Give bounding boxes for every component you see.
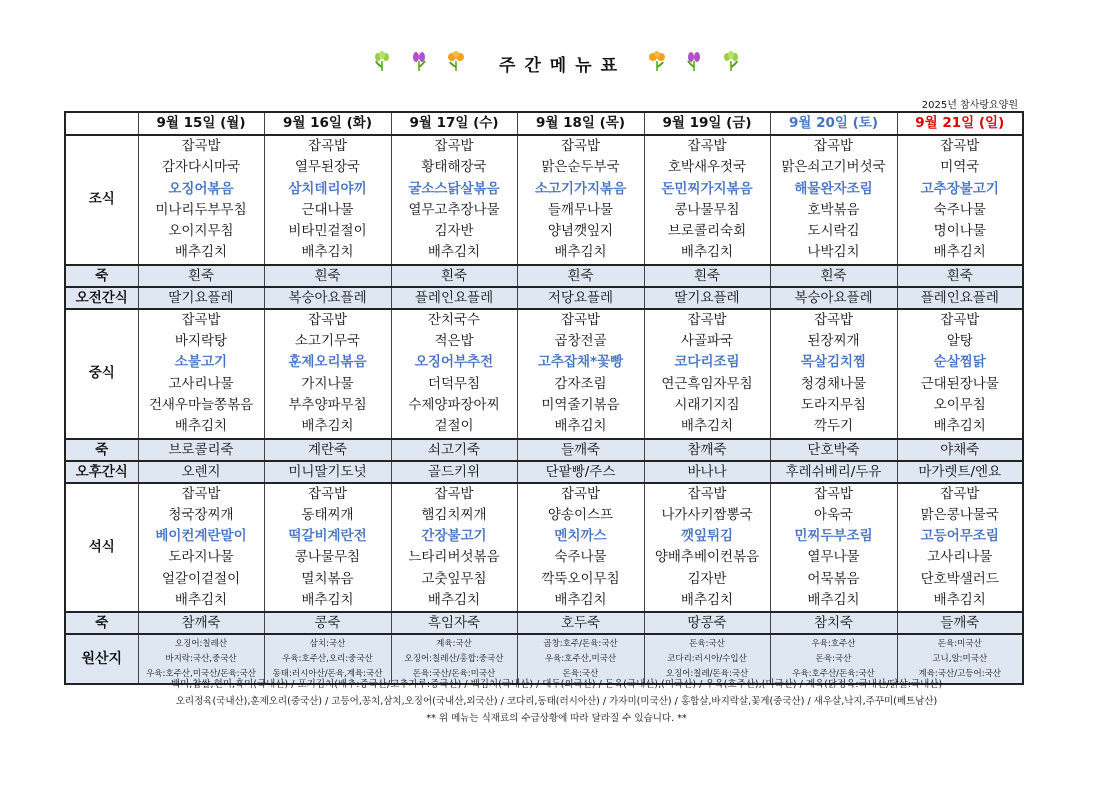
origin-entry: 돈육:국산 (815, 653, 852, 664)
row-label-dinner: 석식 (65, 483, 138, 613)
menu-item: 잡곡밥 (307, 485, 348, 502)
origin-entry: 돈육:미국산 (937, 638, 982, 649)
row-label-lunch: 중식 (65, 309, 138, 439)
menu-item: 미나리두부무침 (155, 201, 247, 218)
header-row (65, 112, 1023, 135)
menu-item: 잡곡밥 (560, 485, 601, 502)
lunch_porridge-cell: 브로콜리죽 (138, 439, 264, 461)
main-dish: 해물완자조림 (794, 180, 873, 197)
am_snack-cell: 플레인요플레 (391, 287, 517, 309)
menu-item: 근대된장나물 (920, 375, 999, 392)
breakfast_porridge-cell: 흰죽 (138, 265, 264, 287)
pm_snack-cell: 후레쉬베리/두유 (770, 461, 897, 483)
origin-entry: 계육:국산/고등어:국산 (918, 668, 1001, 679)
menu-item: 맑은순두부국 (541, 159, 620, 176)
menu-item: 잡곡밥 (940, 138, 980, 154)
pm_snack-cell: 단팥빵/주스 (517, 461, 644, 483)
menu-item: 가지나물 (301, 375, 354, 392)
footer-notes (0, 676, 1113, 727)
menu-item: 적은밥 (434, 333, 474, 350)
corner-cell (65, 112, 138, 135)
menu-item: 아욱국 (813, 506, 854, 523)
pm_snack-cell: 바나나 (644, 461, 770, 483)
menu-item: 양배추베이컨볶음 (654, 549, 760, 566)
green-flower-icon (373, 50, 391, 76)
breakfast-porridge-row (65, 265, 1023, 287)
menu-item: 배추김치 (301, 592, 354, 609)
day-header: 9월 18일 (목) (517, 112, 644, 135)
origin-entry: 곱창:호주/돈육:국산 (543, 638, 618, 649)
menu-item: 고춧잎무침 (421, 570, 487, 587)
breakfast_porridge-cell: 흰죽 (391, 265, 517, 287)
purple-flower-icon (410, 50, 428, 76)
menu-item: 소고기무국 (294, 333, 361, 350)
purple-flower-icon (685, 50, 703, 76)
lunch_porridge-cell: 단호박죽 (770, 439, 897, 461)
menu-item: 감자다시마국 (161, 159, 241, 176)
menu-item: 배추김치 (174, 592, 228, 609)
main-dish: 민찌두부조림 (794, 528, 873, 545)
menu-item: 양송이스프 (547, 506, 614, 523)
dinner-cell (517, 483, 644, 613)
row-label-porridge: 죽 (65, 612, 138, 634)
dinner_porridge-cell: 땅콩죽 (644, 612, 770, 634)
menu-item: 시래기지짐 (674, 396, 740, 413)
footer-line: 오리정육(국내산),훈제오리(중국산) / 고등어,꽁치,삼치,오징어(국내산,외국산) / 코다리,동태(러시아산) / 가자미(미국산) / 홍합살,바지락살,꽃게(중국산) / 새우살,낙지,주꾸미(베트남산) (175, 696, 938, 707)
breakfast_porridge-cell: 흰죽 (897, 265, 1023, 287)
day-header: 9월 15일 (월) (138, 112, 264, 135)
row-label-breakfast: 조식 (65, 135, 138, 265)
menu-item: 잡곡밥 (434, 485, 474, 502)
dinner-cell (264, 483, 391, 613)
menu-item: 수제양파장아찌 (408, 396, 500, 413)
menu-item: 명이나물 (933, 223, 986, 240)
menu-item: 황태해장국 (421, 159, 487, 176)
main-dish: 순살찜닭 (933, 354, 986, 371)
menu-item: 청국장찌개 (168, 506, 234, 523)
origin-entry: 돈육:국산/돈육:미국산 (412, 668, 496, 679)
orange-flower-icon (648, 50, 666, 76)
main-dish: 깻잎튀김 (680, 528, 734, 545)
breakfast-cell (391, 135, 517, 265)
main-dish: 베이컨계란말이 (155, 528, 247, 545)
menu-item: 잡곡밥 (560, 138, 601, 154)
menu-item: 잡곡밥 (181, 485, 221, 502)
menu-item: 된장찌개 (807, 333, 860, 350)
dinner-cell (138, 483, 264, 613)
menu-item: 건새우마늘쫑볶음 (148, 396, 254, 413)
menu-item: 호박볶음 (807, 201, 860, 218)
menu-item: 청경채나물 (800, 375, 867, 392)
main-dish: 간장불고기 (421, 528, 487, 545)
main-dish: 고추장불고기 (920, 180, 999, 197)
breakfast-cell (138, 135, 264, 265)
menu-item: 나가사키짬뽕국 (661, 506, 753, 523)
main-dish: 코다리조림 (674, 354, 740, 371)
lunch_porridge-cell: 쇠고기죽 (391, 439, 517, 461)
lunch-cell (138, 309, 264, 439)
organization-name: 2025년 참사랑요양원 (921, 100, 1018, 111)
dinner-cell (391, 483, 517, 613)
origin-entry: 오징어:칠레산/홍합:중국산 (404, 653, 504, 664)
menu-item: 배추김치 (680, 592, 734, 609)
menu-item: 배추김치 (554, 244, 607, 261)
main-dish: 삼치데리야끼 (288, 180, 367, 197)
day-header: 9월 19일 (금) (644, 112, 770, 135)
origin-entry: 우육:호주산,미국산/돈육:국산 (146, 668, 256, 679)
origin-entry: 오징어:칠레산 (174, 638, 228, 649)
menu-item: 잡곡밥 (181, 311, 221, 328)
am_snack-cell: 저당요플레 (517, 287, 644, 309)
origin-entry: 오징어:칠레/돈육:국산 (665, 668, 749, 679)
am_snack-cell: 딸기요플레 (644, 287, 770, 309)
menu-item: 배추김치 (554, 592, 607, 609)
main-dish: 돈민찌가지볶음 (661, 180, 753, 197)
row-label-am-snack: 오전간식 (65, 287, 138, 309)
menu-item: 배추김치 (933, 592, 986, 609)
menu-item: 부추양파무침 (288, 396, 367, 413)
menu-item: 어묵볶음 (807, 570, 860, 587)
lunch-cell (391, 309, 517, 439)
menu-item: 배추김치 (680, 418, 734, 435)
menu-item: 도라지나물 (168, 549, 234, 566)
menu-item: 잡곡밥 (307, 138, 348, 154)
am_snack-cell: 복숭아요플레 (770, 287, 897, 309)
menu-item: 동태찌개 (301, 506, 354, 523)
menu-item: 배추김치 (680, 244, 734, 261)
row-label-porridge: 죽 (65, 439, 138, 461)
lunch-cell (770, 309, 897, 439)
lunch-cell (264, 309, 391, 439)
menu-item: 잡곡밥 (813, 485, 854, 502)
breakfast-cell (517, 135, 644, 265)
menu-item: 미역국 (940, 159, 980, 176)
main-dish: 멘치까스 (554, 528, 607, 545)
menu-item: 맑은쇠고기버섯국 (781, 159, 886, 176)
menu-item: 멸치볶음 (301, 570, 354, 587)
pm_snack-cell: 오렌지 (138, 461, 264, 483)
menu-item: 배추김치 (807, 592, 860, 609)
breakfast-row (65, 135, 1023, 265)
breakfast-cell (264, 135, 391, 265)
menu-item: 도시락김 (807, 223, 860, 240)
menu-item: 비타민겉절이 (288, 223, 367, 240)
menu-item: 잡곡밥 (940, 311, 980, 328)
dinner-cell (770, 483, 897, 613)
menu-item: 사골파국 (680, 333, 734, 350)
menu-item: 고사리나물 (927, 549, 993, 566)
menu-item: 열무고추장나물 (408, 201, 500, 218)
orange-flower-icon (447, 50, 465, 76)
origin-entry: 삼치:국산 (309, 638, 346, 649)
lunch_porridge-cell: 야채죽 (897, 439, 1023, 461)
menu-item: 배추김치 (427, 592, 481, 609)
breakfast_porridge-cell: 흰죽 (517, 265, 644, 287)
dinner_porridge-cell: 들깨죽 (897, 612, 1023, 634)
day-header: 9월 16일 (화) (264, 112, 391, 135)
lunch-cell (644, 309, 770, 439)
origin-entry: 돈육:국산 (562, 668, 599, 679)
pm_snack-cell: 골드키위 (391, 461, 517, 483)
main-dish: 소고기가지볶음 (534, 180, 627, 197)
menu-item: 감자조림 (554, 375, 607, 392)
origin-entry: 우육:호주산 (811, 638, 856, 649)
menu-item: 콩나물무침 (294, 549, 361, 566)
menu-item: 김자반 (434, 223, 474, 240)
breakfast-cell (770, 135, 897, 265)
main-dish: 고추잡채*꽃빵 (537, 354, 624, 371)
menu-item: 콩나물무침 (674, 201, 740, 218)
menu-item: 배추김치 (933, 244, 986, 261)
menu-item: 양념깻잎지 (547, 223, 614, 240)
menu-item: 도라지무침 (800, 396, 867, 413)
menu-item: 호박새우젓국 (667, 159, 747, 176)
menu-item: 깍두기 (813, 418, 854, 435)
menu-item: 미역줄기볶음 (541, 396, 620, 413)
menu-item: 나박김치 (807, 244, 860, 261)
main-dish: 고등어무조림 (920, 528, 999, 545)
menu-item: 배추김치 (933, 418, 986, 435)
dinner-cell (897, 483, 1023, 613)
menu-item: 더덕무침 (427, 375, 481, 392)
menu-item: 곱창전골 (554, 333, 607, 350)
menu-item: 고사리나물 (168, 375, 234, 392)
menu-item: 잡곡밥 (181, 138, 221, 154)
menu-item: 배추김치 (427, 244, 481, 261)
menu-item: 맑은콩나물국 (920, 506, 999, 523)
main-dish: 떡갈비계란전 (288, 528, 367, 545)
origin-entry: 계육:국산 (436, 638, 472, 649)
lunch-cell (517, 309, 644, 439)
menu-item: 열무된장국 (294, 159, 361, 176)
lunch_porridge-cell: 참깨죽 (644, 439, 770, 461)
origin-entry: 우육:호주산,미국산 (544, 653, 617, 664)
main-dish: 오징어볶음 (168, 180, 234, 197)
title-row (0, 50, 1113, 76)
menu-item: 배추김치 (174, 418, 228, 435)
origin-entry: 바지락:국산,중국산 (165, 653, 237, 664)
main-dish: 소불고기 (174, 354, 228, 371)
origin-entry: 돈육:국산 (689, 638, 725, 649)
pm_snack-cell: 마가렛트/엔요 (897, 461, 1023, 483)
menu-item: 연근흑임자무침 (661, 375, 753, 392)
menu-item: 잡곡밥 (687, 485, 727, 502)
menu-item: 잡곡밥 (434, 138, 474, 154)
origin-entry: 동태:러시아산/돈육,계육:국산 (272, 668, 383, 679)
dinner_porridge-cell: 참깨죽 (138, 612, 264, 634)
menu-item: 배추김치 (174, 244, 228, 261)
lunch-row (65, 309, 1023, 439)
menu-item: 겉절이 (434, 418, 474, 435)
menu-item: 열무나물 (807, 549, 860, 566)
menu-item: 얼갈이겉절이 (161, 570, 241, 587)
dinner-row (65, 483, 1023, 613)
breakfast-cell (644, 135, 770, 265)
lunch_porridge-cell: 계란죽 (264, 439, 391, 461)
main-dish: 목살김치찜 (800, 354, 867, 371)
menu-item: 배추김치 (554, 418, 607, 435)
dinner_porridge-cell: 콩죽 (264, 612, 391, 634)
menu-item: 바지락탕 (174, 333, 228, 350)
menu-item: 잡곡밥 (560, 311, 601, 328)
origin-entry: 코다리:러시아/수입산 (667, 653, 747, 664)
origin-entry: 고니,알:미국산 (932, 653, 988, 664)
dinner_porridge-cell: 참치죽 (770, 612, 897, 634)
menu-item: 배추김치 (301, 244, 354, 261)
dinner_porridge-cell: 호두죽 (517, 612, 644, 634)
day-header: 9월 17일 (수) (391, 112, 517, 135)
main-dish: 오징어부추전 (414, 354, 494, 371)
menu-item: 잡곡밥 (687, 138, 727, 154)
menu-item: 오이무침 (933, 396, 986, 413)
main-dish: 훈제오리볶음 (288, 354, 367, 371)
am_snack-cell: 딸기요플레 (138, 287, 264, 309)
lunch_porridge-cell: 들깨죽 (517, 439, 644, 461)
weekly-menu-table (64, 111, 1024, 685)
breakfast_porridge-cell: 흰죽 (770, 265, 897, 287)
menu-item: 잡곡밥 (307, 311, 348, 328)
breakfast-cell (897, 135, 1023, 265)
dinner_porridge-cell: 흑임자죽 (391, 612, 517, 634)
menu-item: 오이지무침 (168, 223, 234, 240)
menu-item: 단호박샐러드 (920, 570, 999, 587)
menu-item: 잔치국수 (427, 311, 481, 328)
footer-line: 백미,찹쌀,현미,흑미(국내산) / 포기김치(배추:중국산/고추가루:중국산) / 백김치(국내산) / 대두(외국산) / 돈육(국내산),(미국산) / 우육(호주산),(미국산) / 계육(닭정육:국내산/닭살:국내산) (170, 679, 943, 690)
menu-item: 잡곡밥 (940, 485, 980, 502)
main-dish: 굴소스닭살볶음 (408, 180, 500, 197)
pm-snack-row (65, 461, 1023, 483)
origin-entry: 우육:호주산,오리:중국산 (282, 653, 373, 664)
menu-item: 느타리버섯볶음 (408, 549, 500, 566)
menu-item: 잡곡밥 (687, 311, 727, 328)
dinner-cell (644, 483, 770, 613)
menu-item: 잡곡밥 (813, 138, 854, 154)
page-title: 주간메뉴표 (498, 55, 627, 76)
menu-item: 숙주나물 (554, 549, 607, 566)
lunch-cell (897, 309, 1023, 439)
menu-item: 깍뚝오이무침 (541, 570, 620, 587)
breakfast_porridge-cell: 흰죽 (644, 265, 770, 287)
menu-item: 들깨무나물 (547, 201, 614, 218)
row-label-pm-snack: 오후간식 (65, 461, 138, 483)
lunch-porridge-row (65, 439, 1023, 461)
row-label-porridge: 죽 (65, 265, 138, 287)
menu-item: 김자반 (687, 570, 727, 587)
menu-item: 알탕 (946, 333, 973, 350)
am-snack-row (65, 287, 1023, 309)
green-flower-icon (722, 50, 740, 76)
day-header-sunday: 9월 21일 (일) (897, 112, 1023, 135)
menu-item: 근대나물 (301, 201, 354, 218)
menu-item: 잡곡밥 (813, 311, 854, 328)
menu-item: 숙주나물 (933, 201, 986, 218)
dinner-porridge-row (65, 612, 1023, 634)
breakfast_porridge-cell: 흰죽 (264, 265, 391, 287)
row-label-origin: 원산지 (65, 634, 138, 684)
menu-item: 햄김치찌개 (421, 506, 487, 523)
footer-notice: ** 위 메뉴는 식재료의 수급상황에 따라 달라질 수 있습니다. ** (426, 713, 687, 724)
am_snack-cell: 플레인요플레 (897, 287, 1023, 309)
menu-item: 배추김치 (301, 418, 354, 435)
origin-entry: 우육:호주산/돈육:국산 (792, 668, 875, 679)
am_snack-cell: 복숭아요플레 (264, 287, 391, 309)
day-header-saturday: 9월 20일 (토) (770, 112, 897, 135)
menu-item: 브로콜리숙회 (667, 223, 747, 240)
pm_snack-cell: 미니딸기도넛 (264, 461, 391, 483)
